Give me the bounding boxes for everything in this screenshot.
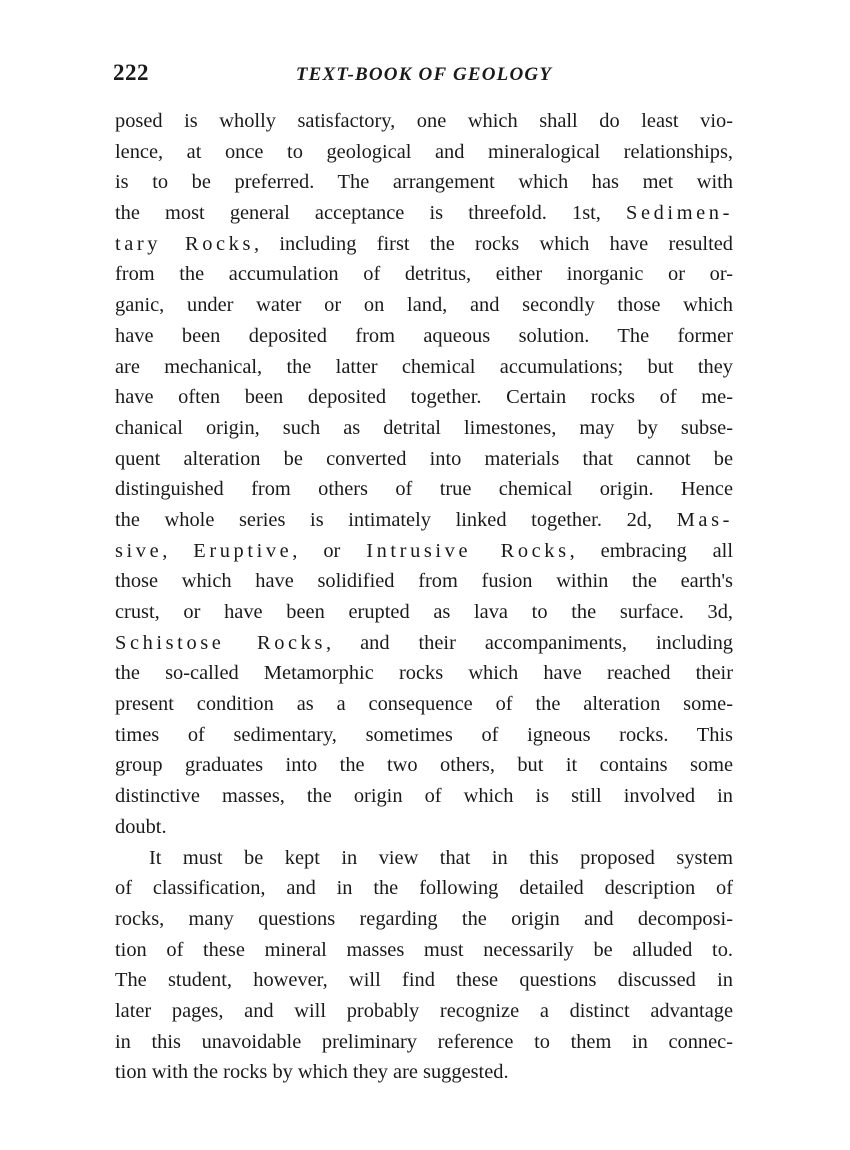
spaced-term: Eruptive — [193, 539, 293, 562]
text-line: the most general acceptance is threefold. 1st, Sedimen- — [115, 202, 733, 225]
text-line: from the accumulation of detritus, either inorganic or or- — [115, 263, 733, 286]
text-line: in this unavoidable preliminary reference to them in connec- — [115, 1030, 733, 1053]
spaced-term: sive — [115, 539, 163, 562]
text-line: crust, or have been erupted as lava to the surface. 3d, — [115, 601, 733, 623]
text-line: have often been deposited together. Certain rocks of me- — [115, 386, 733, 409]
text-line: ganic, under water or on land, and secondly those which — [115, 294, 733, 317]
running-head — [113, 58, 735, 92]
spaced-term: Mas- — [676, 508, 733, 531]
text-line: It must be kept in view that in this proposed system — [149, 846, 733, 869]
text-line: doubt. — [115, 815, 167, 838]
text-line: chanical origin, such as detrital limestones, may by subse- — [115, 416, 733, 439]
text-line: distinguished from others of true chemical origin. Hence — [115, 478, 733, 501]
text-line: Schistose Rocks, and their accompaniments, including — [115, 631, 733, 654]
text-line: lence, at once to geological and mineralogical relationships, — [115, 140, 733, 163]
spaced-term: Schistose Rocks — [115, 631, 326, 654]
text-line: times of sedimentary, sometimes of igneous rocks. This — [115, 723, 733, 746]
page-number: 222 — [113, 60, 149, 85]
text-line: distinctive masses, the origin of which is still involved in — [115, 785, 733, 808]
text-line: rocks, many questions regarding the origin and decomposi- — [115, 907, 733, 930]
text-line: tion of these mineral masses must necessarily be alluded to. — [115, 938, 733, 961]
text-line: quent alteration be converted into materials that cannot be — [115, 447, 733, 470]
text-line: present condition as a consequence of the alteration some- — [115, 693, 733, 716]
text-line: The student, however, will find these questions discussed in — [115, 969, 733, 992]
text-line: posed is wholly satisfactory, one which shall do least vio- — [115, 110, 733, 132]
text-line: the whole series is intimately linked together. 2d, Mas- — [115, 508, 733, 531]
body-text — [115, 106, 733, 1088]
running-title: TEXT-BOOK OF GEOLOGY — [295, 64, 553, 85]
spaced-term: Intrusive Rocks — [366, 539, 570, 562]
spaced-term: Sedimen- — [626, 202, 733, 225]
text-line: sive, Eruptive, or Intrusive Rocks, embracing all — [115, 539, 734, 562]
paragraph-1 — [115, 106, 733, 843]
text-line: is to be preferred. The arrangement which has met with — [115, 171, 733, 194]
text-line: those which have solidified from fusion within the earth's — [115, 570, 733, 593]
text-line: have been deposited from aqueous solution. The former — [115, 324, 733, 347]
text-line: of classification, and in the following detailed description of — [115, 877, 733, 900]
text-line: group graduates into the two others, but it contains some — [115, 754, 733, 777]
text-line: tion with the rocks by which they are suggested. — [115, 1061, 509, 1084]
spaced-term: tary Rocks — [115, 232, 254, 255]
text-line: later pages, and will probably recognize a distinct advantage — [115, 999, 733, 1022]
paragraph-2 — [115, 843, 733, 1089]
text-line: are mechanical, the latter chemical accumulations; but they — [115, 355, 733, 378]
text-line: tary Rocks, including first the rocks which have resulted — [115, 232, 733, 255]
text-line: the so-called Metamorphic rocks which have reached their — [115, 662, 733, 685]
